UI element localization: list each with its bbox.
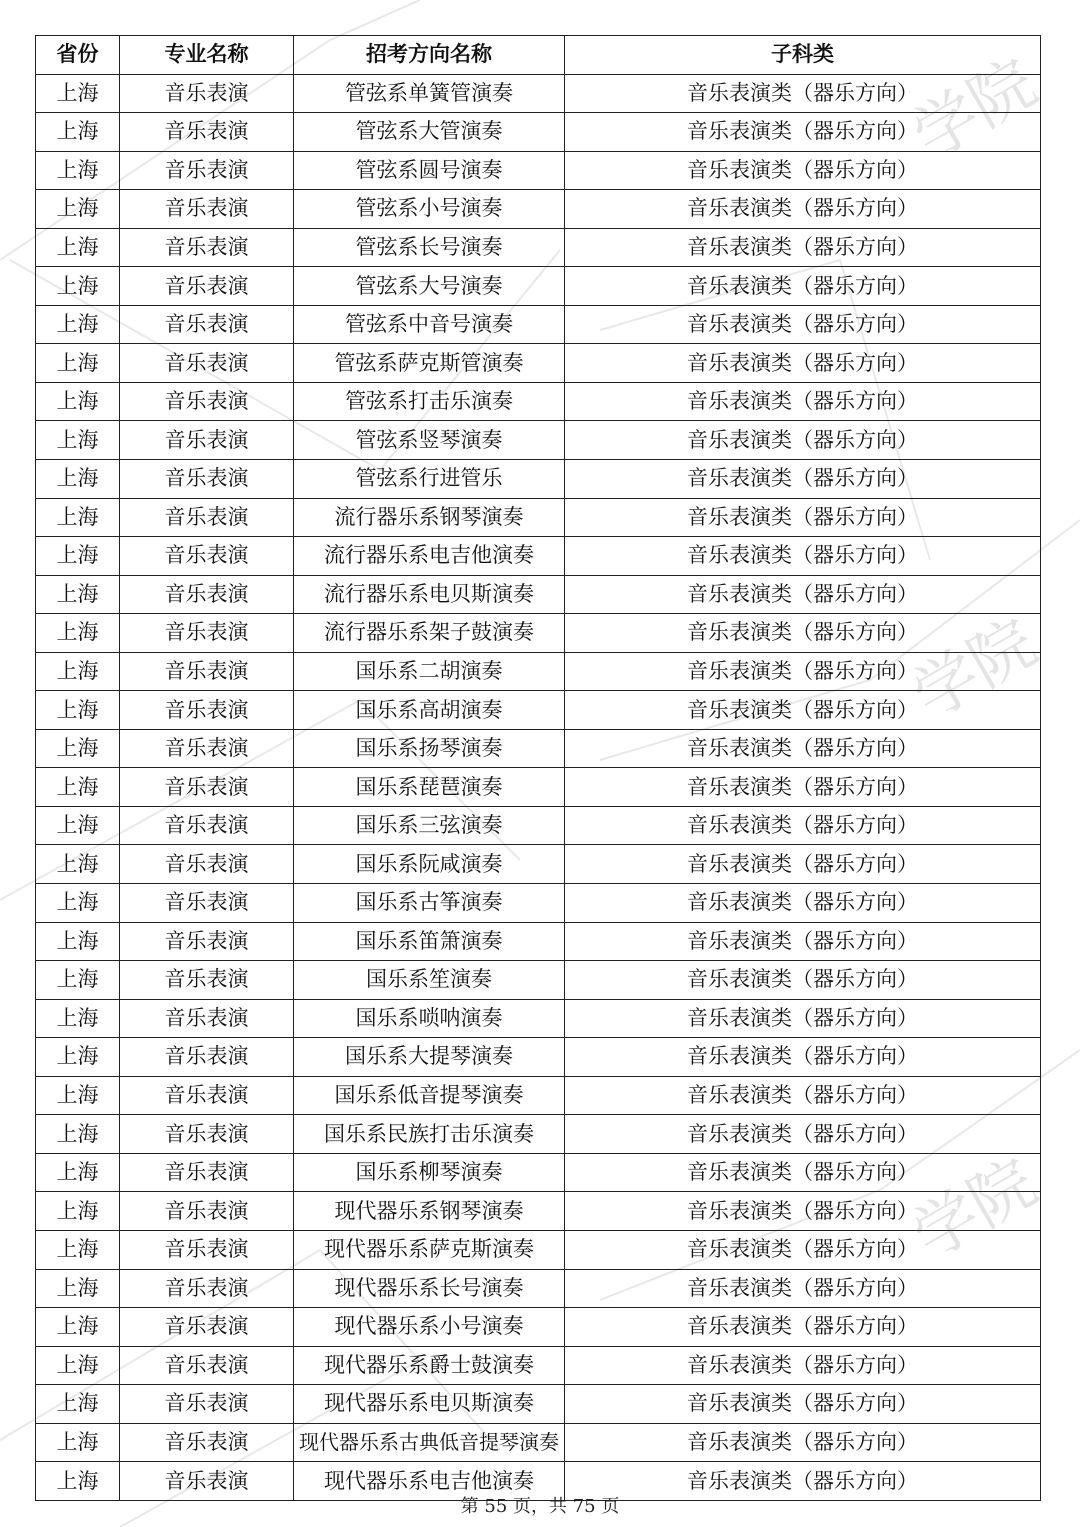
table-row (36, 151, 1041, 190)
major-name-cell: 音乐表演 (120, 575, 294, 614)
province-cell: 上海 (36, 190, 120, 229)
major-name-cell: 音乐表演 (120, 1462, 294, 1501)
table-row (36, 267, 1041, 306)
major-name-cell: 音乐表演 (120, 190, 294, 229)
province-cell: 上海 (36, 305, 120, 344)
header-province: 省份 (36, 36, 120, 75)
direction-name-cell: 管弦系大号演奏 (294, 267, 565, 306)
header-direction-name: 招考方向名称 (294, 36, 565, 75)
province-cell: 上海 (36, 768, 120, 807)
major-name-cell: 音乐表演 (120, 305, 294, 344)
subcategory-cell: 音乐表演类（器乐方向） (565, 498, 1041, 537)
table-row (36, 768, 1041, 807)
province-cell: 上海 (36, 961, 120, 1000)
direction-name-cell: 现代器乐系萨克斯演奏 (294, 1230, 565, 1269)
majors-table (35, 35, 1041, 1501)
major-name-cell: 音乐表演 (120, 806, 294, 845)
subcategory-cell: 音乐表演类（器乐方向） (565, 1038, 1041, 1077)
table-row (36, 1423, 1041, 1462)
major-name-cell: 音乐表演 (120, 845, 294, 884)
table-row (36, 652, 1041, 691)
table-row (36, 1308, 1041, 1347)
watermark-text: 学院 (901, 605, 1049, 734)
direction-name-cell: 现代器乐系小号演奏 (294, 1308, 565, 1347)
province-cell: 上海 (36, 498, 120, 537)
direction-name-cell: 流行器乐系电吉他演奏 (294, 537, 565, 576)
subcategory-cell: 音乐表演类（器乐方向） (565, 382, 1041, 421)
table-row (36, 1115, 1041, 1154)
major-name-cell: 音乐表演 (120, 151, 294, 190)
province-cell: 上海 (36, 806, 120, 845)
table-row (36, 74, 1041, 113)
direction-name-cell: 国乐系高胡演奏 (294, 691, 565, 730)
table-row (36, 1076, 1041, 1115)
province-cell: 上海 (36, 845, 120, 884)
subcategory-cell: 音乐表演类（器乐方向） (565, 1076, 1041, 1115)
subcategory-cell: 音乐表演类（器乐方向） (565, 999, 1041, 1038)
direction-name-cell: 管弦系行进管乐 (294, 460, 565, 499)
direction-name-cell: 国乐系扬琴演奏 (294, 729, 565, 768)
major-name-cell: 音乐表演 (120, 1076, 294, 1115)
direction-name-cell: 国乐系二胡演奏 (294, 652, 565, 691)
subcategory-cell: 音乐表演类（器乐方向） (565, 113, 1041, 152)
province-cell: 上海 (36, 1423, 120, 1462)
subcategory-cell: 音乐表演类（器乐方向） (565, 421, 1041, 460)
table-row (36, 228, 1041, 267)
table-row (36, 806, 1041, 845)
table-row (36, 305, 1041, 344)
subcategory-cell: 音乐表演类（器乐方向） (565, 845, 1041, 884)
major-name-cell: 音乐表演 (120, 113, 294, 152)
major-name-cell: 音乐表演 (120, 691, 294, 730)
subcategory-cell: 音乐表演类（器乐方向） (565, 884, 1041, 923)
province-cell: 上海 (36, 421, 120, 460)
major-name-cell: 音乐表演 (120, 922, 294, 961)
major-name-cell: 音乐表演 (120, 1385, 294, 1424)
province-cell: 上海 (36, 1269, 120, 1308)
direction-name-cell: 管弦系圆号演奏 (294, 151, 565, 190)
table-row (36, 1385, 1041, 1424)
direction-name-cell: 现代器乐系钢琴演奏 (294, 1192, 565, 1231)
major-name-cell: 音乐表演 (120, 460, 294, 499)
header-major-name: 专业名称 (120, 36, 294, 75)
header-subcategory: 子科类 (565, 36, 1041, 75)
direction-name-cell: 国乐系低音提琴演奏 (294, 1076, 565, 1115)
direction-name-cell: 国乐系唢呐演奏 (294, 999, 565, 1038)
province-cell: 上海 (36, 614, 120, 653)
direction-name-cell: 管弦系中音号演奏 (294, 305, 565, 344)
subcategory-cell: 音乐表演类（器乐方向） (565, 1346, 1041, 1385)
major-name-cell: 音乐表演 (120, 344, 294, 383)
subcategory-cell: 音乐表演类（器乐方向） (565, 1230, 1041, 1269)
table-row (36, 1038, 1041, 1077)
table-row (36, 537, 1041, 576)
direction-name-cell: 管弦系长号演奏 (294, 228, 565, 267)
direction-name-cell: 流行器乐系电贝斯演奏 (294, 575, 565, 614)
subcategory-cell: 音乐表演类（器乐方向） (565, 1269, 1041, 1308)
subcategory-cell: 音乐表演类（器乐方向） (565, 652, 1041, 691)
subcategory-cell: 音乐表演类（器乐方向） (565, 1308, 1041, 1347)
subcategory-cell: 音乐表演类（器乐方向） (565, 74, 1041, 113)
province-cell: 上海 (36, 575, 120, 614)
direction-name-cell: 现代器乐系长号演奏 (294, 1269, 565, 1308)
table-row (36, 999, 1041, 1038)
subcategory-cell: 音乐表演类（器乐方向） (565, 228, 1041, 267)
table-row (36, 1269, 1041, 1308)
subcategory-cell: 音乐表演类（器乐方向） (565, 729, 1041, 768)
table-row (36, 460, 1041, 499)
direction-name-cell: 流行器乐系架子鼓演奏 (294, 614, 565, 653)
subcategory-cell: 音乐表演类（器乐方向） (565, 1462, 1041, 1501)
direction-name-cell: 管弦系萨克斯管演奏 (294, 344, 565, 383)
province-cell: 上海 (36, 382, 120, 421)
province-cell: 上海 (36, 113, 120, 152)
table-row (36, 1192, 1041, 1231)
direction-name-cell: 管弦系大管演奏 (294, 113, 565, 152)
major-name-cell: 音乐表演 (120, 961, 294, 1000)
direction-name-cell: 管弦系小号演奏 (294, 190, 565, 229)
province-cell: 上海 (36, 267, 120, 306)
province-cell: 上海 (36, 1076, 120, 1115)
major-name-cell: 音乐表演 (120, 1308, 294, 1347)
major-name-cell: 音乐表演 (120, 498, 294, 537)
subcategory-cell: 音乐表演类（器乐方向） (565, 691, 1041, 730)
province-cell: 上海 (36, 884, 120, 923)
table-row (36, 344, 1041, 383)
subcategory-cell: 音乐表演类（器乐方向） (565, 1385, 1041, 1424)
province-cell: 上海 (36, 729, 120, 768)
direction-name-cell: 流行器乐系钢琴演奏 (294, 498, 565, 537)
major-name-cell: 音乐表演 (120, 652, 294, 691)
province-cell: 上海 (36, 537, 120, 576)
subcategory-cell: 音乐表演类（器乐方向） (565, 537, 1041, 576)
subcategory-cell: 音乐表演类（器乐方向） (565, 267, 1041, 306)
table-row (36, 729, 1041, 768)
major-name-cell: 音乐表演 (120, 999, 294, 1038)
major-name-cell: 音乐表演 (120, 1269, 294, 1308)
table-row (36, 1346, 1041, 1385)
direction-name-cell: 国乐系古筝演奏 (294, 884, 565, 923)
major-name-cell: 音乐表演 (120, 768, 294, 807)
direction-name-cell: 国乐系民族打击乐演奏 (294, 1115, 565, 1154)
direction-name-cell: 现代器乐系爵士鼓演奏 (294, 1346, 565, 1385)
province-cell: 上海 (36, 1115, 120, 1154)
major-name-cell: 音乐表演 (120, 1115, 294, 1154)
province-cell: 上海 (36, 1308, 120, 1347)
province-cell: 上海 (36, 74, 120, 113)
table-row (36, 922, 1041, 961)
direction-name-cell: 国乐系笛箫演奏 (294, 922, 565, 961)
direction-name-cell: 国乐系三弦演奏 (294, 806, 565, 845)
direction-name-cell: 现代器乐系电贝斯演奏 (294, 1385, 565, 1424)
table-row (36, 1230, 1041, 1269)
province-cell: 上海 (36, 691, 120, 730)
direction-name-cell: 国乐系琵琶演奏 (294, 768, 565, 807)
province-cell: 上海 (36, 652, 120, 691)
major-name-cell: 音乐表演 (120, 1153, 294, 1192)
subcategory-cell: 音乐表演类（器乐方向） (565, 1115, 1041, 1154)
major-name-cell: 音乐表演 (120, 614, 294, 653)
province-cell: 上海 (36, 999, 120, 1038)
subcategory-cell: 音乐表演类（器乐方向） (565, 344, 1041, 383)
major-name-cell: 音乐表演 (120, 729, 294, 768)
table-body (36, 74, 1041, 1500)
province-cell: 上海 (36, 460, 120, 499)
table-row (36, 961, 1041, 1000)
table-row (36, 382, 1041, 421)
direction-name-cell: 现代器乐系电吉他演奏 (294, 1462, 565, 1501)
direction-name-cell: 管弦系单簧管演奏 (294, 74, 565, 113)
table-row (36, 691, 1041, 730)
subcategory-cell: 音乐表演类（器乐方向） (565, 922, 1041, 961)
major-name-cell: 音乐表演 (120, 228, 294, 267)
direction-name-cell: 管弦系打击乐演奏 (294, 382, 565, 421)
watermark-text: 学院 (901, 1145, 1049, 1274)
table-row (36, 190, 1041, 229)
major-name-cell: 音乐表演 (120, 884, 294, 923)
province-cell: 上海 (36, 922, 120, 961)
table-row (36, 845, 1041, 884)
subcategory-cell: 音乐表演类（器乐方向） (565, 1192, 1041, 1231)
direction-name-cell: 国乐系大提琴演奏 (294, 1038, 565, 1077)
major-name-cell: 音乐表演 (120, 1038, 294, 1077)
major-name-cell: 音乐表演 (120, 1192, 294, 1231)
subcategory-cell: 音乐表演类（器乐方向） (565, 575, 1041, 614)
direction-name-cell: 国乐系笙演奏 (294, 961, 565, 1000)
province-cell: 上海 (36, 1192, 120, 1231)
subcategory-cell: 音乐表演类（器乐方向） (565, 768, 1041, 807)
table-header-row (36, 36, 1041, 75)
province-cell: 上海 (36, 151, 120, 190)
major-name-cell: 音乐表演 (120, 267, 294, 306)
province-cell: 上海 (36, 228, 120, 267)
direction-name-cell: 国乐系阮咸演奏 (294, 845, 565, 884)
major-name-cell: 音乐表演 (120, 382, 294, 421)
table-row (36, 614, 1041, 653)
major-name-cell: 音乐表演 (120, 421, 294, 460)
page-footer: 第 55 页，共 75 页 (460, 1496, 620, 1517)
table-row (36, 498, 1041, 537)
subcategory-cell: 音乐表演类（器乐方向） (565, 1153, 1041, 1192)
subcategory-cell: 音乐表演类（器乐方向） (565, 961, 1041, 1000)
province-cell: 上海 (36, 1346, 120, 1385)
subcategory-cell: 音乐表演类（器乐方向） (565, 806, 1041, 845)
direction-name-cell: 国乐系柳琴演奏 (294, 1153, 565, 1192)
province-cell: 上海 (36, 1038, 120, 1077)
major-name-cell: 音乐表演 (120, 1230, 294, 1269)
major-name-cell: 音乐表演 (120, 1346, 294, 1385)
direction-name-cell: 现代器乐系古典低音提琴演奏 (294, 1423, 565, 1462)
direction-name-cell: 管弦系竖琴演奏 (294, 421, 565, 460)
table-row (36, 1153, 1041, 1192)
subcategory-cell: 音乐表演类（器乐方向） (565, 190, 1041, 229)
table-row (36, 575, 1041, 614)
major-name-cell: 音乐表演 (120, 1423, 294, 1462)
subcategory-cell: 音乐表演类（器乐方向） (565, 1423, 1041, 1462)
province-cell: 上海 (36, 1385, 120, 1424)
province-cell: 上海 (36, 1153, 120, 1192)
subcategory-cell: 音乐表演类（器乐方向） (565, 460, 1041, 499)
subcategory-cell: 音乐表演类（器乐方向） (565, 305, 1041, 344)
province-cell: 上海 (36, 344, 120, 383)
table-row (36, 421, 1041, 460)
table-row (36, 884, 1041, 923)
major-name-cell: 音乐表演 (120, 537, 294, 576)
subcategory-cell: 音乐表演类（器乐方向） (565, 614, 1041, 653)
watermark-text: 学院 (901, 45, 1049, 174)
province-cell: 上海 (36, 1462, 120, 1501)
subcategory-cell: 音乐表演类（器乐方向） (565, 151, 1041, 190)
province-cell: 上海 (36, 1230, 120, 1269)
table-row (36, 113, 1041, 152)
major-name-cell: 音乐表演 (120, 74, 294, 113)
